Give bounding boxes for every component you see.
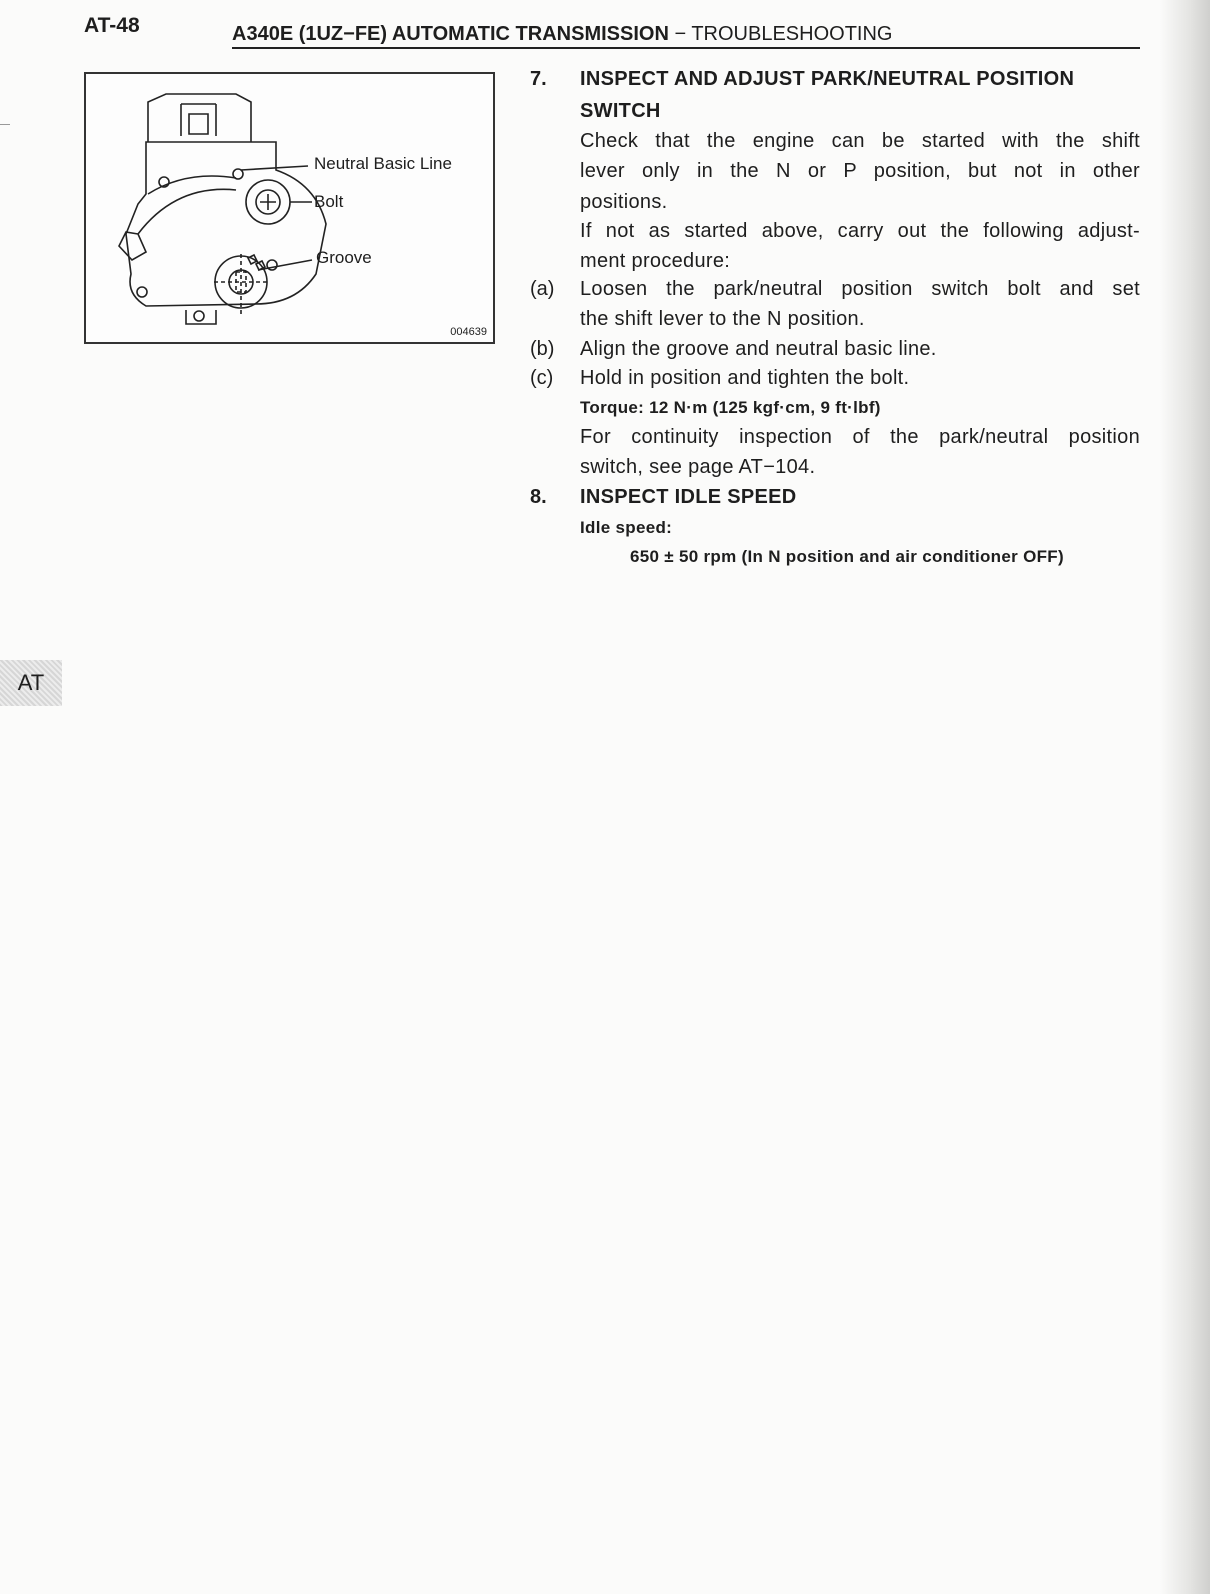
page-number: AT-48 — [84, 14, 140, 37]
continuity-note-line: switch, see page AT−104. — [580, 456, 816, 478]
step-a-line: Loosen the park/neutral position switch bolt and set — [580, 278, 1140, 300]
section-tab-at: AT — [0, 660, 62, 706]
label-groove: Groove — [316, 248, 372, 267]
section7-intro-line: If not as started above, carry out the following adjust- — [580, 220, 1140, 242]
idle-speed-label: Idle speed: — [580, 518, 673, 537]
step-number-7: 7. — [530, 68, 547, 90]
step-a-line: the shift lever to the N position. — [580, 308, 865, 330]
page-title — [232, 23, 892, 46]
label-bolt: Bolt — [314, 192, 344, 211]
continuity-note-line: For continuity inspection of the park/neutral position — [580, 426, 1140, 448]
section7-heading-line1: INSPECT AND ADJUST PARK/NEUTRAL POSITION — [580, 68, 1075, 90]
label-neutral-basic-line: Neutral Basic Line — [314, 154, 452, 173]
section7-intro-line: Check that the engine can be started with the shift — [580, 130, 1140, 152]
step-marker-c: (c) — [530, 367, 554, 389]
scan-edge-shadow — [1160, 0, 1210, 1594]
section7-heading-line2: SWITCH — [580, 100, 661, 122]
section7-intro-line: ment procedure: — [580, 250, 731, 272]
step-number-8: 8. — [530, 486, 547, 508]
step-c-line: Hold in position and tighten the bolt. — [580, 367, 910, 389]
figure-code: 004639 — [450, 326, 487, 338]
title-section: − TROUBLESHOOTING — [668, 23, 893, 45]
switch-illustration — [84, 72, 495, 344]
step-marker-a: (a) — [530, 278, 555, 300]
header-rule — [232, 47, 1140, 49]
title-main: A340E (1UZ−FE) AUTOMATIC TRANSMISSION — [232, 23, 669, 45]
section7-intro-line: lever only in the N or P position, but not in other — [580, 160, 1140, 182]
margin-mark — [0, 124, 10, 125]
step-marker-b: (b) — [530, 338, 555, 360]
idle-speed-value: 650 ± 50 rpm (In N position and air conditioner OFF) — [630, 547, 1064, 566]
torque-spec: Torque: 12 N·m (125 kgf·cm, 9 ft·lbf) — [580, 398, 881, 417]
step-b-line: Align the groove and neutral basic line. — [580, 338, 937, 360]
section7-intro-line: positions. — [580, 191, 668, 213]
section8-heading: INSPECT IDLE SPEED — [580, 486, 797, 508]
park-neutral-switch-drawing — [86, 74, 493, 342]
